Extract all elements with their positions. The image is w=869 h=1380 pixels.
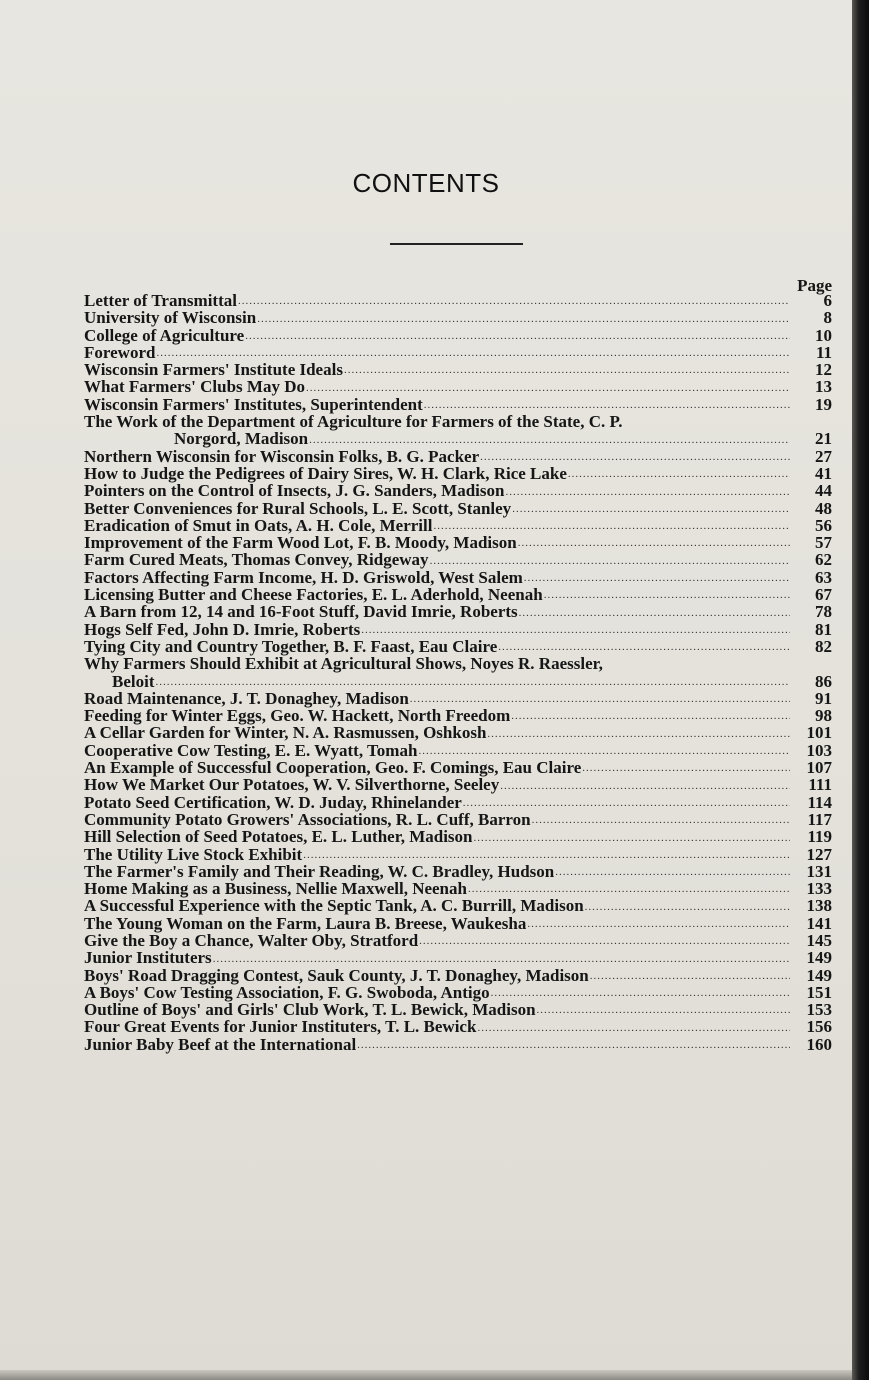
toc-entry — [84, 846, 832, 863]
dot-leader — [532, 815, 790, 826]
dot-leader — [498, 642, 790, 653]
page-column-label: Page — [797, 276, 832, 295]
toc-entry-title: Farm Cured Meats, Thomas Convey, Ridgeway — [84, 550, 429, 570]
toc-entry-title: Letter of Transmittal — [84, 291, 237, 310]
toc-page-number: 44 — [815, 481, 832, 501]
toc-page-number: 153 — [806, 1000, 832, 1020]
page-edge-shadow — [852, 0, 869, 1380]
dot-leader — [306, 383, 790, 394]
dot-leader — [491, 988, 790, 999]
toc-entry-title: What Farmers' Clubs May Do — [84, 377, 305, 397]
toc-entry — [84, 482, 832, 499]
toc-entry-title: How We Market Our Potatoes, W. V. Silverthorne, Seeley — [84, 775, 500, 795]
toc-entry — [84, 1018, 832, 1035]
toc-entry — [84, 327, 832, 344]
toc-page-number: 62 — [815, 550, 832, 570]
toc-entry — [84, 361, 832, 378]
dot-leader — [257, 314, 790, 325]
dot-leader — [344, 365, 790, 376]
toc-page-number: 67 — [815, 585, 832, 605]
toc-entry-title: Community Potato Growers' Associations, R. L. Cuff, Barron — [84, 809, 531, 829]
dot-leader — [156, 677, 791, 688]
dot-leader — [418, 746, 790, 757]
toc-entry — [84, 742, 832, 759]
dot-leader — [519, 608, 790, 619]
toc-page-number: 141 — [806, 913, 832, 933]
dot-leader — [419, 936, 790, 947]
toc-entry-title: Pointers on the Control of Insects, J. G. Sanders, Madison — [84, 481, 505, 501]
toc-page-number: 6 — [823, 291, 832, 310]
dot-leader — [309, 435, 790, 446]
toc-page-number: 131 — [806, 861, 832, 881]
toc-page-number: 21 — [815, 429, 832, 449]
toc-page-number: 133 — [806, 879, 832, 899]
dot-leader — [463, 798, 790, 809]
toc-entry-title: Northern Wisconsin for Wisconsin Folks, B. G. Packer — [84, 446, 480, 466]
toc-entry-continuation: Norgord, Madison — [174, 429, 309, 449]
toc-entry-title: Wisconsin Farmers' Institute Ideals — [84, 360, 343, 380]
toc-page-number: 13 — [815, 377, 832, 397]
dot-leader — [410, 694, 790, 705]
toc-entry — [84, 759, 832, 776]
dot-leader — [468, 884, 790, 895]
toc-page-number: 119 — [807, 827, 832, 847]
toc-page-number: 107 — [806, 758, 832, 778]
toc-entry-title: Wisconsin Farmers' Institutes, Superintendent — [84, 394, 423, 414]
toc-entry-title: Better Conveniences for Rural Schools, L. E. Scott, Stanley — [84, 498, 512, 518]
toc-page-number: 111 — [808, 775, 832, 795]
toc-entry — [84, 413, 832, 448]
toc-entry-title: Licensing Butter and Cheese Factories, E. L. Aderhold, Neenah — [84, 585, 543, 605]
toc-entry-title: An Example of Successful Cooperation, Geo. F. Comings, Eau Claire — [84, 758, 582, 778]
toc-entry — [84, 569, 832, 586]
toc-entry — [84, 897, 832, 914]
toc-entry-title: Eradication of Smut in Oats, A. H. Cole, Merrill — [84, 515, 433, 535]
toc-entry-title: A Cellar Garden for Winter, N. A. Rasmussen, Oshkosh — [84, 723, 487, 743]
toc-entry — [84, 465, 832, 482]
dot-leader — [512, 504, 790, 515]
dot-leader — [582, 763, 790, 774]
toc-entry — [84, 932, 832, 949]
toc-page-number: 41 — [815, 463, 832, 483]
toc-entry-title: College of Agriculture — [84, 325, 245, 345]
dot-leader — [430, 556, 790, 567]
toc-entry — [84, 690, 832, 707]
table-of-contents — [84, 292, 832, 1053]
toc-entry-title: A Boys' Cow Testing Association, F. G. Swoboda, Antigo — [84, 982, 490, 1002]
dot-leader — [424, 400, 790, 411]
toc-entry — [84, 378, 832, 395]
toc-entry — [84, 448, 832, 465]
dot-leader — [511, 711, 790, 722]
dot-leader — [361, 625, 790, 636]
dot-leader — [477, 1023, 790, 1034]
toc-entry-title: Hill Selection of Seed Potatoes, E. L. Luther, Madison — [84, 827, 473, 847]
toc-entry-title: Why Farmers Should Exhibit at Agricultural Shows, Noyes R. Raessler, — [84, 654, 603, 674]
toc-page-number: 138 — [806, 896, 832, 916]
dot-leader — [585, 902, 790, 913]
toc-entry-continuation: Beloit — [112, 671, 155, 691]
toc-entry — [84, 915, 832, 932]
toc-page-number: 19 — [815, 394, 832, 414]
toc-entry-title: Factors Affecting Farm Income, H. D. Griswold, West Salem — [84, 567, 523, 587]
dot-leader — [433, 521, 790, 532]
dot-leader — [500, 781, 790, 792]
toc-page-number: 101 — [806, 723, 832, 743]
dot-leader — [544, 590, 790, 601]
toc-page-number: 156 — [806, 1017, 832, 1037]
dot-leader — [555, 867, 790, 878]
dot-leader — [487, 729, 790, 740]
toc-entry-title: The Utility Live Stock Exhibit — [84, 844, 303, 864]
toc-page-number: 86 — [815, 671, 832, 691]
toc-entry-title: Give the Boy a Chance, Walter Oby, Stratford — [84, 930, 419, 950]
toc-entry — [84, 863, 832, 880]
toc-page-number: 63 — [815, 567, 832, 587]
toc-page-number: 56 — [815, 515, 832, 535]
dot-leader — [303, 850, 790, 861]
toc-entry — [84, 396, 832, 413]
toc-page-number: 149 — [806, 965, 832, 985]
toc-page-number: 27 — [815, 446, 832, 466]
toc-page-number: 81 — [815, 619, 832, 639]
toc-entry-title: Improvement of the Farm Wood Lot, F. B. Moody, Madison — [84, 533, 517, 553]
toc-entry-title: The Young Woman on the Farm, Laura B. Breese, Waukesha — [84, 913, 527, 933]
dot-leader — [568, 469, 790, 480]
toc-entry — [84, 621, 832, 638]
toc-entry-title: Outline of Boys' and Girls' Club Work, T. L. Bewick, Madison — [84, 1000, 536, 1020]
toc-page-number: 12 — [815, 360, 832, 380]
dot-leader — [480, 452, 790, 463]
toc-entry-title: How to Judge the Pedigrees of Dairy Sires, W. H. Clark, Rice Lake — [84, 463, 567, 483]
toc-page-number: 103 — [806, 740, 832, 760]
dot-leader — [357, 1040, 790, 1051]
toc-entry — [84, 500, 832, 517]
toc-entry-title: Hogs Self Fed, John D. Imrie, Roberts — [84, 619, 361, 639]
toc-entry — [84, 344, 832, 361]
toc-entry-title: Road Maintenance, J. T. Donaghey, Madison — [84, 688, 409, 708]
toc-page-number: 48 — [815, 498, 832, 518]
toc-page-number: 127 — [806, 844, 832, 864]
toc-page-number: 10 — [815, 325, 832, 345]
toc-entry — [84, 828, 832, 845]
toc-page-number: 57 — [815, 533, 832, 553]
toc-page-number: 82 — [815, 636, 832, 656]
toc-entry — [84, 551, 832, 568]
toc-page-number: 160 — [806, 1034, 832, 1054]
page-title: CONTENTS — [352, 168, 500, 198]
toc-entry-title: A Barn from 12, 14 and 16-Foot Stuff, David Imrie, Roberts — [84, 602, 518, 622]
toc-page-number: 91 — [815, 688, 832, 708]
toc-page-number: 78 — [815, 602, 832, 622]
toc-page-number: 114 — [807, 792, 832, 812]
toc-entry — [84, 517, 832, 534]
toc-entry — [84, 1001, 832, 1018]
toc-page-number: 98 — [815, 706, 832, 726]
title-rule — [390, 243, 523, 245]
toc-entry-title: Feeding for Winter Eggs, Geo. W. Hackett, North Freedom — [84, 706, 511, 726]
toc-entry-title: Junior Baby Beef at the International — [84, 1034, 357, 1054]
dot-leader — [156, 348, 790, 359]
dot-leader — [524, 573, 790, 584]
toc-entry — [84, 603, 832, 620]
toc-entry — [84, 534, 832, 551]
page-bottom-edge — [0, 1370, 852, 1380]
toc-entry-title: University of Wisconsin — [84, 308, 257, 328]
dot-leader — [474, 833, 791, 844]
toc-entry-title: Potato Seed Certification, W. D. Juday, Rhinelander — [84, 792, 462, 812]
toc-entry-title: Cooperative Cow Testing, E. E. Wyatt, Tomah — [84, 740, 418, 760]
toc-entry — [84, 586, 832, 603]
toc-entry-title: A Successful Experience with the Septic Tank, A. C. Burrill, Madison — [84, 896, 584, 916]
toc-entry-title: Tying City and Country Together, B. F. Faast, Eau Claire — [84, 636, 498, 656]
toc-entry — [84, 811, 832, 828]
dot-leader — [213, 954, 790, 965]
dot-leader — [590, 971, 790, 982]
dot-leader — [527, 919, 790, 930]
toc-entry — [84, 880, 832, 897]
toc-entry — [84, 638, 832, 655]
toc-entry — [84, 776, 832, 793]
toc-entry-title: Boys' Road Dragging Contest, Sauk County, J. T. Donaghey, Madison — [84, 965, 589, 985]
toc-entry — [84, 655, 832, 690]
dot-leader — [518, 538, 790, 549]
toc-entry-title: The Farmer's Family and Their Reading, W. C. Bradley, Hudson — [84, 861, 555, 881]
dot-leader — [245, 331, 790, 342]
dot-leader — [537, 1005, 790, 1016]
toc-entry — [84, 949, 832, 966]
toc-entry — [84, 1036, 832, 1053]
dot-leader — [238, 296, 790, 307]
toc-page-number: 149 — [806, 948, 832, 968]
toc-entry — [84, 292, 832, 309]
toc-page-number: 11 — [815, 342, 832, 362]
toc-entry-title: Junior Instituters — [84, 948, 212, 968]
toc-page-number: 8 — [823, 308, 832, 328]
toc-entry — [84, 309, 832, 326]
toc-entry-title: Foreword — [84, 342, 156, 362]
toc-page-number: 117 — [807, 809, 832, 829]
toc-entry-title: Four Great Events for Junior Instituters, T. L. Bewick — [84, 1017, 477, 1037]
dot-leader — [505, 487, 790, 498]
toc-entry — [84, 794, 832, 811]
toc-entry — [84, 967, 832, 984]
toc-entry-title: The Work of the Department of Agriculture for Farmers of the State, C. P. — [84, 412, 623, 432]
toc-entry — [84, 984, 832, 1001]
toc-entry — [84, 724, 832, 741]
toc-page-number: 145 — [806, 930, 832, 950]
toc-entry-title: Home Making as a Business, Nellie Maxwell, Neenah — [84, 879, 467, 899]
toc-entry — [84, 707, 832, 724]
toc-page-number: 151 — [806, 982, 832, 1002]
